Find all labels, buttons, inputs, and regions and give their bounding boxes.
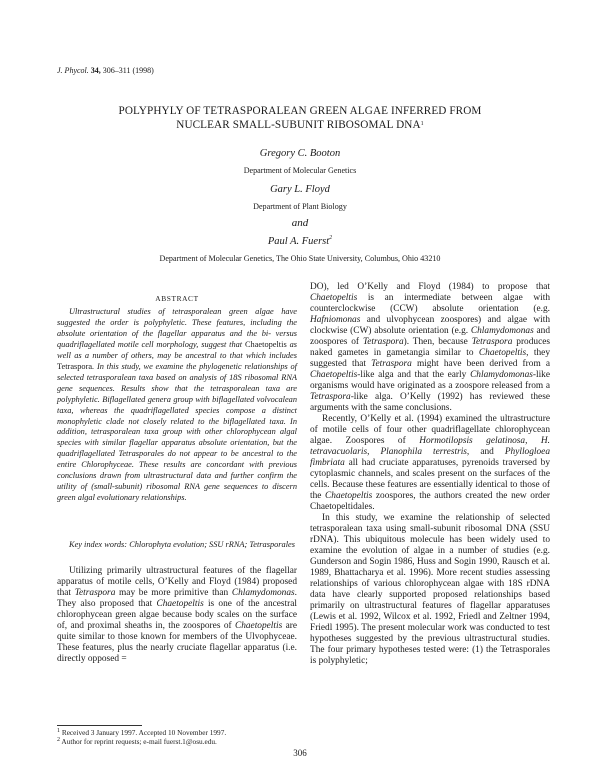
body-italic: Tetraspora: [471, 337, 513, 347]
title-footnote-marker: 1: [420, 121, 424, 127]
article-title-line-2: [60, 118, 540, 132]
footnote-text: Received 3 January 1997. Accepted 10 November 1997.: [61, 728, 227, 737]
body-text: -like alga and that the early: [357, 370, 471, 380]
body-italic: Chlamydomonas: [231, 588, 295, 598]
body-text: ). Then, because: [403, 337, 472, 347]
body-text: zoospores, the authors created the new order Chaetopeltidales.: [310, 491, 550, 512]
abstract-part: Ultrastructural studies of tetrasporalean green algae have suggested the order is polyphyletic. These features, including the absolute orientation of the flagellar apparatus and the bi- versus quadriflagellated motile cell morphology, suggest that: [57, 307, 297, 349]
footnote-rule: [57, 725, 142, 726]
article-title-line-1: POLYPHYLY OF TETRASPORALEAN GREEN ALGAE INFERRED FROM: [118, 105, 482, 117]
body-text: -like organisms would have originated as a zoospore released from a: [310, 370, 550, 391]
footnote-text: Author for reprint requests; e-mail fuerst.1@osu.edu.: [61, 737, 217, 746]
footnote: [57, 737, 297, 746]
body-italic: Tetraspora: [371, 359, 412, 369]
body-text: DO), led O’Kelly and Floyd (1984) to propose that: [310, 282, 550, 292]
author-name: Paul A. Fuerst: [267, 236, 330, 247]
body-italic: Tetraspora: [310, 392, 351, 402]
footnote-marker: 1: [57, 728, 60, 734]
body-paragraph: [310, 513, 550, 667]
author-name: Gary L. Floyd: [270, 184, 330, 195]
body-italic: Chaetopeltis: [478, 348, 527, 358]
author-name: Gregory C. Booton: [259, 148, 341, 159]
body-paragraph: [310, 282, 550, 414]
body-text: . They also proposed that: [57, 588, 297, 609]
body-italic: Tetraspora: [74, 588, 116, 598]
body-text: In this study, we examine the relationship of selected tetrasporalean taxa using small-subunit ribosomal DNA (SSU rDNA). This ubiquitous molecule has been widely used to examine the evolution of algae in a number of studies (e.g. Gunderson and Sogin 1986, Huss and Sogin 1990, Rausch et al. 1989, Bhattacharya et al. 1996). More recent studies assessing relationships of various chlorophycean algae with 18S rDNA data have clearly supported proposed relationships based primarily on ultrastructural features of flagellar apparatuses (Lewis et al. 1992, Wilcox et al. 1992, Friedl and Zeltner 1994, Friedl 1995). The present molecular work was conducted to test hypotheses suggested by the previous ultrastructural studies. The four primary hypotheses tested were: (1) the Tetrasporales is polyphyletic;: [310, 513, 550, 666]
body-text: may be more primitive than: [115, 588, 232, 598]
and-separator: and: [291, 217, 309, 229]
journal-volume: 34,: [90, 66, 101, 75]
abstract-heading: ABSTRACT: [155, 294, 199, 303]
body-text: Recently, O’Kelly et al. (1994) examined the ultrastructure of motile cells of four other quadriflagellate chlorophycean algae. Zoospores of: [310, 414, 550, 446]
body-paragraph-left: [57, 566, 297, 665]
body-italic: Chaetopeltis: [310, 370, 358, 380]
body-text: is an intermediate between algae with counterclockwise (CCW) absolute orientation (e.g.: [310, 293, 550, 314]
body-text: -like alga. O’Kelly (1992) has reviewed these arguments with the same conclusions.: [310, 392, 550, 413]
body-text: might have been derived from a: [411, 359, 550, 369]
keywords-label: Key index words:: [69, 540, 128, 549]
author-affiliation: Department of Molecular Genetics: [243, 166, 357, 175]
journal-citation: [57, 66, 154, 75]
abstract-part: . In this study, we examine the phylogenetic relationships of selected tetrasporalean taxa based on analysis of 18S ribosomal RNA gene sequences. Results show that the tetrasporalean taxa are polyphyletic. Biflagellated genera group with biflagellated volvocalean taxa, whereas the quadriflagellated species compose a distinct monophyletic clade not closely related to the biflagellated taxa. In addition, tetrasporalean taxa group with other chlorophycean algal species with similar flagellar apparatus absolute orientation, but the quadriflagellated Tetrasporales do not appear to be ancestral to the entire Chlorophyceae. These results are concordant with previous conclusions drawn from ultrastructural data and further confirm the utility of (small-subunit) ribosomal RNA gene sequences to discern green algal evolutionary relationships.: [57, 361, 297, 503]
abstract-text: [57, 307, 297, 504]
abstract-genus: Chaetopeltis: [244, 339, 287, 349]
abstract-genus: Tetraspora: [57, 361, 93, 371]
body-italic: Phyllogloea fimbriata: [310, 447, 550, 468]
keywords-list: Chlorophyta evolution; SSU rRNA; Tetrasporales: [129, 540, 295, 549]
abstract-part: as well as a number of others, may be ancestral to that which includes: [57, 339, 297, 360]
body-italic: Chlamydomonas: [470, 326, 534, 336]
footnote: [57, 728, 297, 737]
journal-pages: 306–311 (1998): [102, 66, 154, 75]
article-title-text: NUCLEAR SMALL-SUBUNIT RIBOSOMAL DNA: [176, 119, 421, 131]
author-footnote-marker: 2: [329, 235, 333, 241]
body-text: is one of the ancestral chlorophycean green algae because body scales on the surface of, and proximal sheaths in, the zoospores of: [57, 599, 298, 631]
body-text: , they suggested that: [310, 348, 550, 369]
body-text: all had cruciate apparatuses, pyrenoids traversed by cytoplasmic channels, and scales present on the surfaces of the cells. Because these features are essentially identical to those of the: [310, 458, 550, 501]
body-italic: Tetraspora: [362, 337, 404, 347]
body-italic: Hormotilopsis gelatinosa, H. tetravacuolaris, Planophila terrestris,: [310, 436, 551, 457]
body-text: and zoospores of: [310, 326, 550, 347]
right-column: [310, 282, 550, 667]
body-italic: Chlamydomonas: [470, 370, 533, 380]
body-text: are quite similar to those known for members of the Ulvophyceae. These features, plus the nearly cruciate flagellar apparatus (i.e. directly opposed =: [57, 621, 297, 664]
body-italic: Chaetopeltis: [310, 293, 358, 303]
page-number: 306: [293, 748, 307, 758]
author-affiliation: Department of Molecular Genetics, The Ohio State University, Columbus, Ohio 43210: [159, 254, 441, 263]
body-italic: Chaetopeltis: [234, 621, 283, 631]
footnote-marker: 2: [57, 737, 60, 743]
key-index-words: [57, 540, 297, 551]
journal-name: J. Phycol.: [57, 66, 89, 75]
author-affiliation: Department of Plant Biology: [253, 202, 347, 211]
author-name-corresponding: [0, 236, 600, 247]
body-text: Utilizing primarily ultrastructural features of the flagellar apparatus of motile cells, O’Kelly and Floyd (1984) proposed that: [57, 566, 297, 598]
body-italic: Chaetopeltis: [156, 599, 204, 609]
body-italic: Hafniomonas: [310, 315, 361, 325]
body-italic: Chaetopeltis: [325, 491, 373, 501]
body-text: and ulvophycean zoospores) and algae with clockwise (CW) absolute orientation (e.g.: [310, 315, 550, 336]
body-paragraph: [310, 414, 550, 513]
body-text: produces naked gametes in gametangia similar to: [310, 337, 550, 358]
body-text: and: [469, 447, 505, 457]
